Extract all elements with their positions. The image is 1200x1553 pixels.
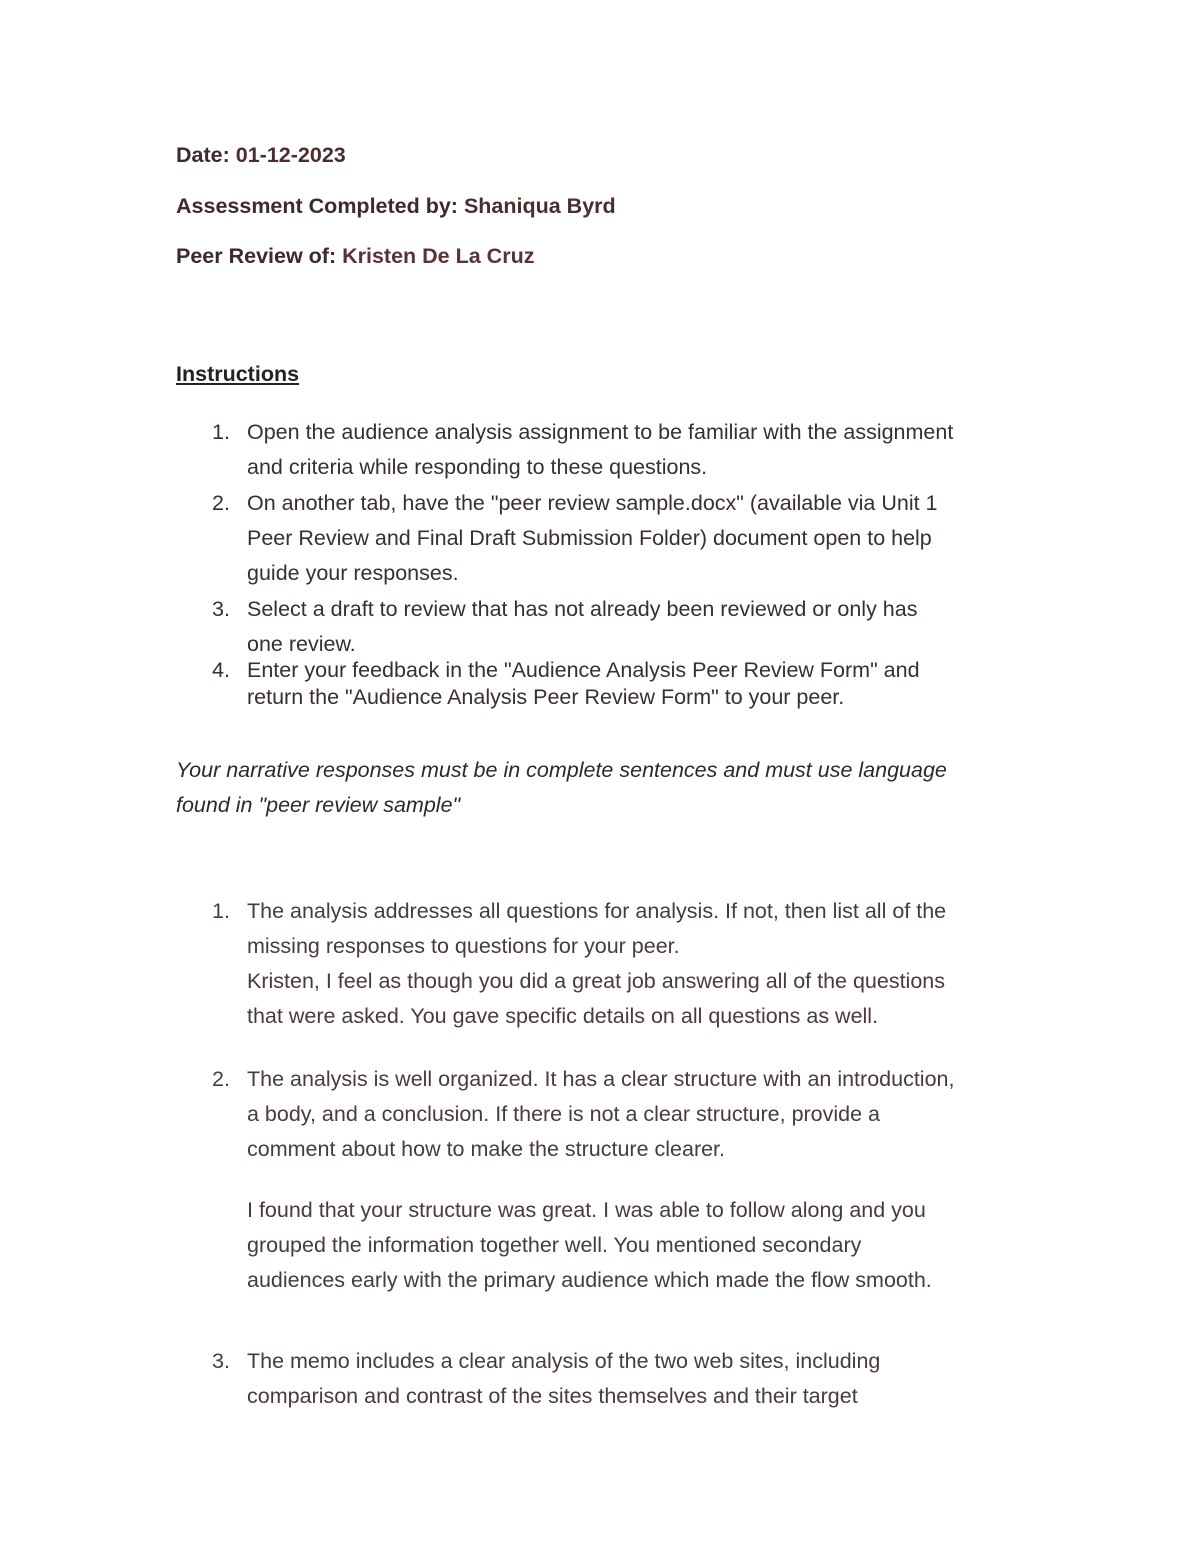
list-item-text: return the "Audience Analysis Peer Review Form" to your peer.: [247, 685, 845, 709]
list-number: 3.: [212, 597, 230, 621]
list-item-text: Peer Review and Final Draft Submission Folder) document open to help: [247, 526, 932, 550]
question-text: comparison and contrast of the sites themselves and their target: [247, 1384, 858, 1408]
answer-text: I found that your structure was great. I was able to follow along and you: [247, 1198, 926, 1222]
question-text: The analysis is well organized. It has a clear structure with an introduction,: [247, 1067, 955, 1091]
peer-review-value: Kristen De La Cruz: [342, 244, 535, 268]
narrative-note: [176, 753, 1056, 823]
question-text: The memo includes a clear analysis of the two web sites, including: [247, 1349, 881, 1373]
answer-text: that were asked. You gave specific details on all questions as well.: [247, 1004, 879, 1028]
answer-text: audiences early with the primary audience which made the flow smooth.: [247, 1268, 932, 1292]
date-value: 01-12-2023: [235, 143, 346, 167]
instructions-heading: Instructions: [176, 362, 300, 386]
answer-text: grouped the information together well. You mentioned secondary: [247, 1233, 862, 1257]
list-item-text: Select a draft to review that has not already been reviewed or only has: [247, 597, 918, 621]
date-line: [176, 138, 346, 173]
completed-by-line: [176, 189, 616, 224]
list-number: 2.: [212, 491, 230, 515]
list-item-text: Open the audience analysis assignment to be familiar with the assignment: [247, 420, 954, 444]
list-number: 4.: [212, 658, 230, 682]
question-text: comment about how to make the structure clearer.: [247, 1137, 726, 1161]
peer-review-label: Peer Review of:: [176, 244, 337, 268]
blank-line: [247, 1167, 1037, 1193]
question-number: 1.: [212, 899, 230, 923]
question-number: 3.: [212, 1349, 230, 1373]
list-item-text: guide your responses.: [247, 561, 459, 585]
list-number: 1.: [212, 420, 230, 444]
list-item-text: On another tab, have the "peer review sample.docx" (available via Unit 1: [247, 491, 938, 515]
question-text: The analysis addresses all questions for analysis. If not, then list all of the: [247, 899, 947, 923]
question-text: a body, and a conclusion. If there is not a clear structure, provide a: [247, 1102, 881, 1126]
date-label: Date:: [176, 143, 230, 167]
question-text: missing responses to questions for your peer.: [247, 934, 680, 958]
peer-review-line: [176, 239, 534, 274]
completed-by-value: Shaniqua Byrd: [463, 194, 616, 218]
list-item-text: and criteria while responding to these questions.: [247, 455, 708, 479]
answer-text: Kristen, I feel as though you did a great job answering all of the questions: [247, 969, 945, 993]
list-item-text: Enter your feedback in the "Audience Analysis Peer Review Form" and: [247, 658, 920, 682]
list-item-text: one review.: [247, 632, 356, 656]
completed-by-label: Assessment Completed by:: [176, 194, 458, 218]
note-line: found in "peer review sample": [176, 793, 461, 817]
question-number: 2.: [212, 1067, 230, 1091]
note-line: Your narrative responses must be in complete sentences and must use language: [176, 758, 947, 782]
